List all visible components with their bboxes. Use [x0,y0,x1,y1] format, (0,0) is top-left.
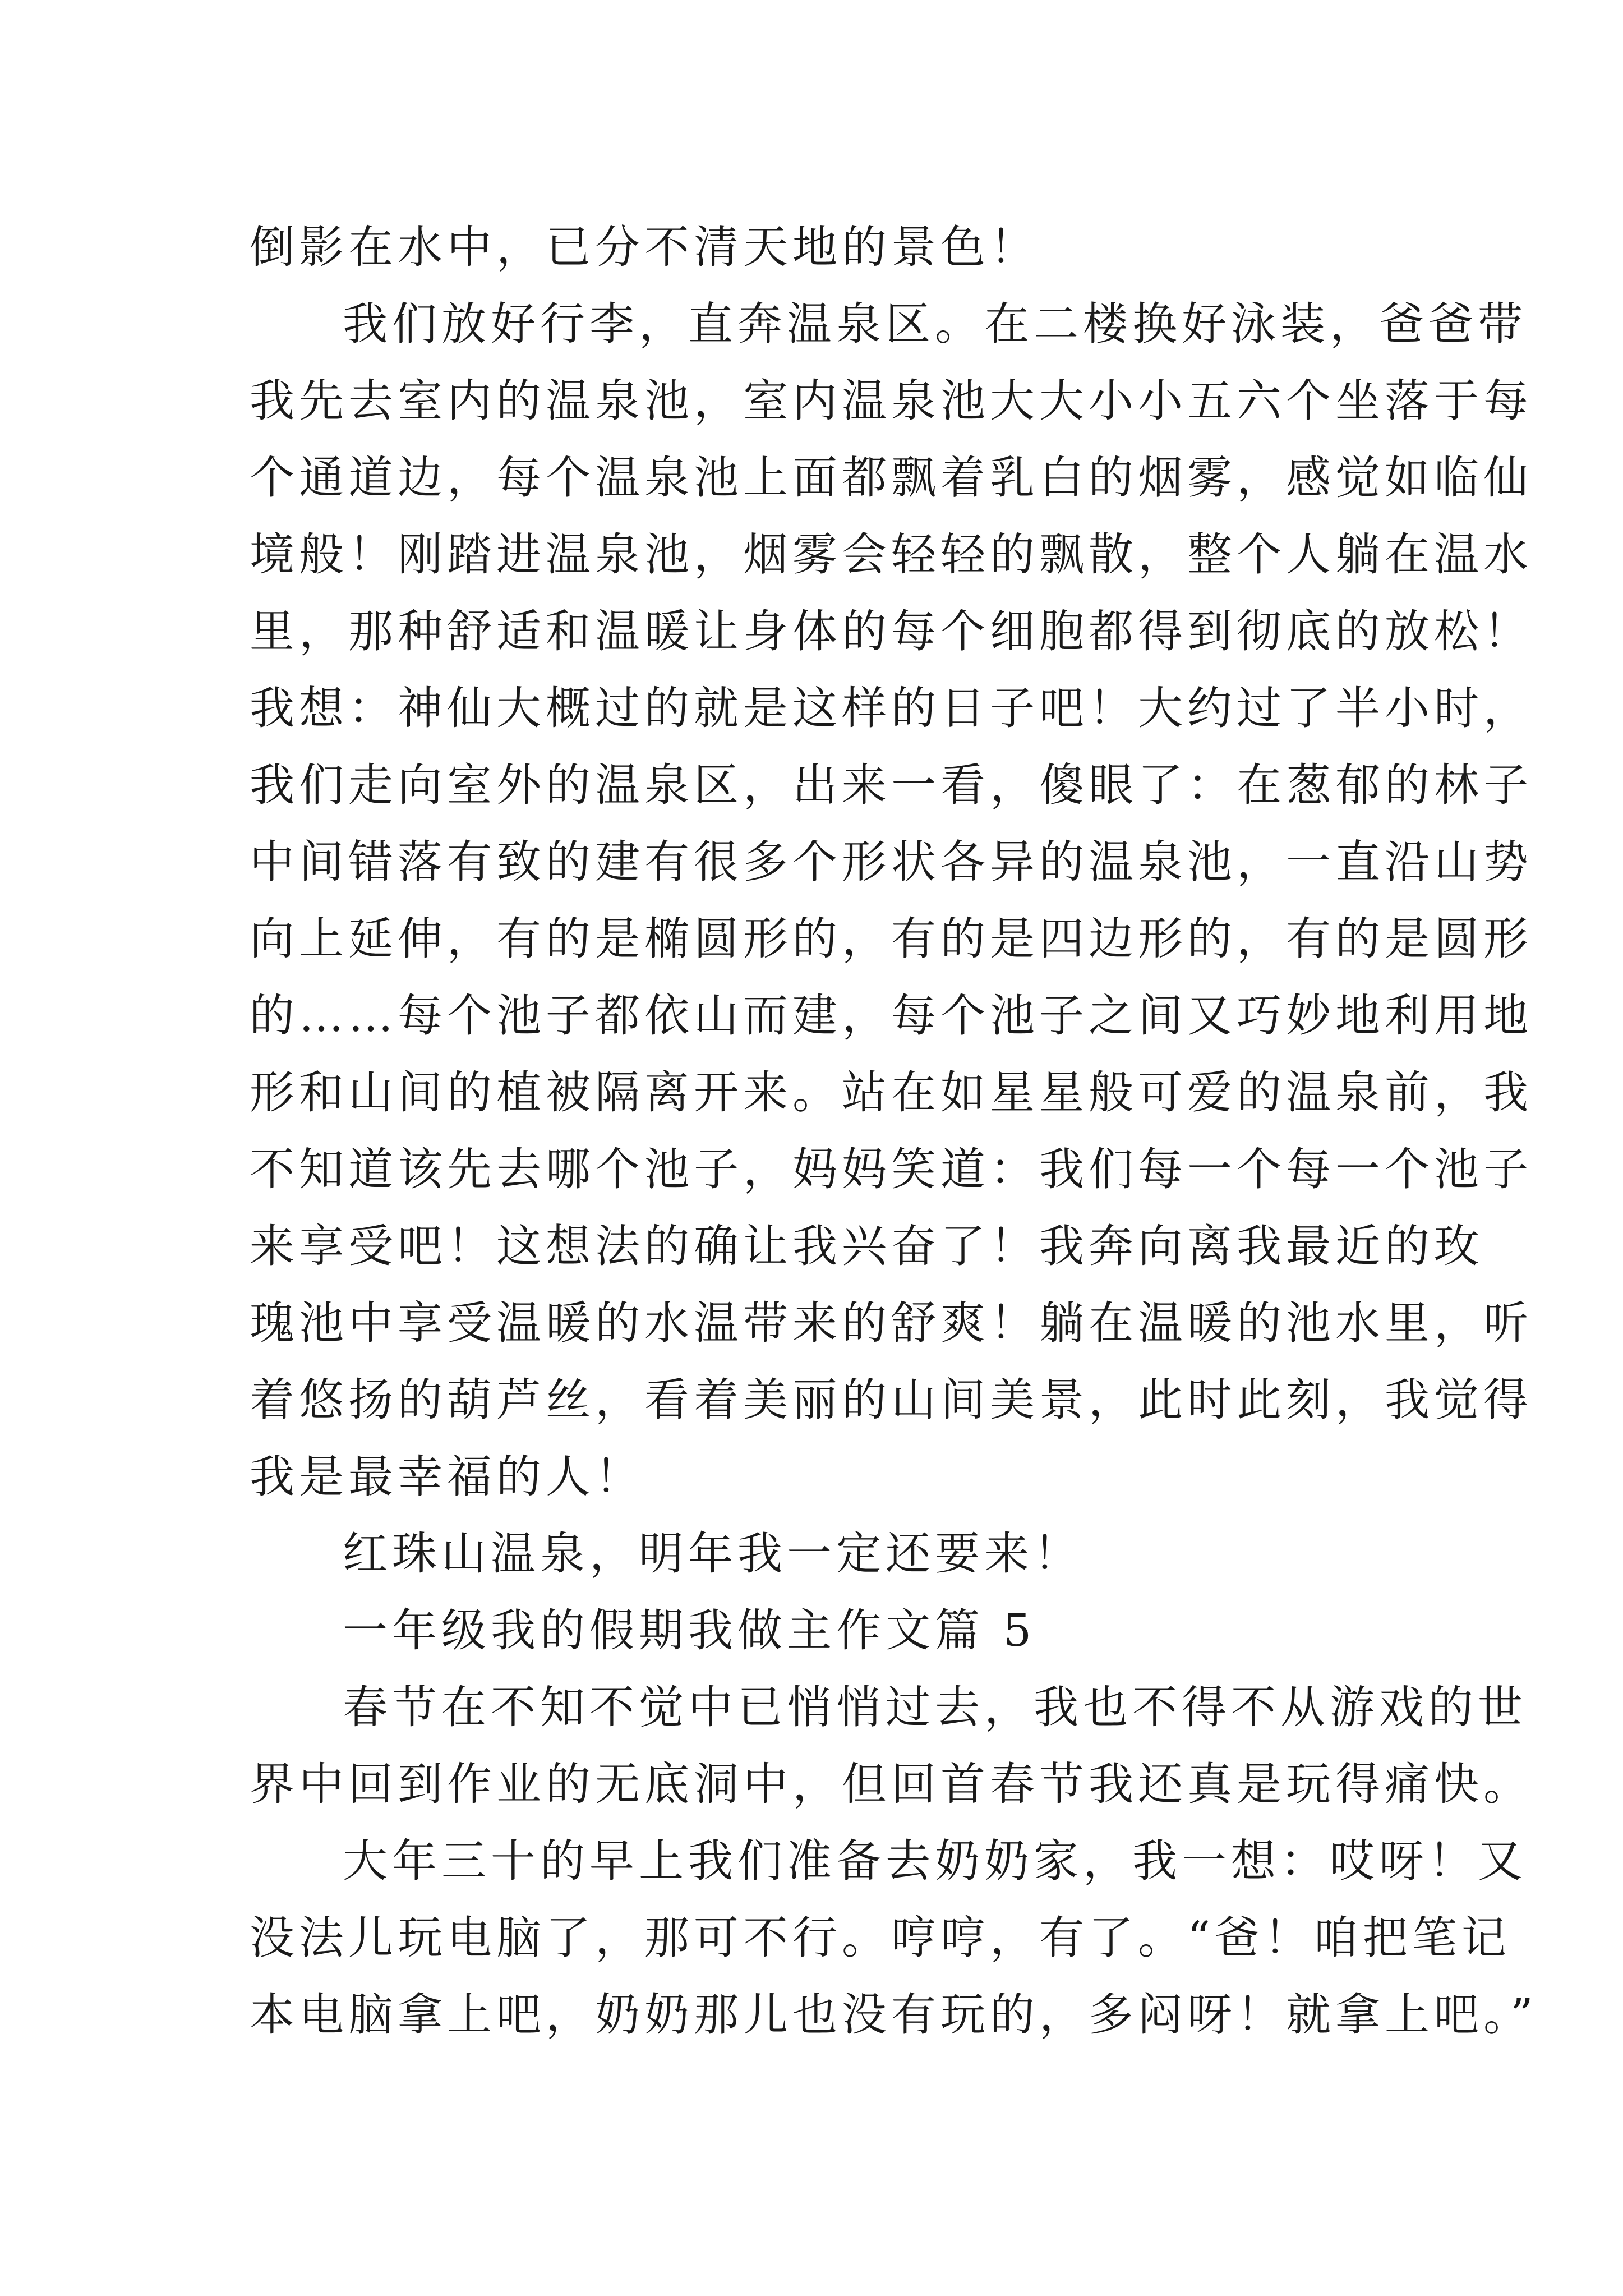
text-line: 红珠山温泉，明年我一定还要来！ [343,1527,1083,1580]
text-line: 境般！刚踏进温泉池，烟雾会轻轻的飘散，整个人躺在温水 [250,528,1533,581]
text-line: 没法儿玩电脑了，那可不行。哼哼，有了。“爸！咱把笔记 [250,1912,1511,1964]
text-line: 中间错落有致的建有很多个形状各异的温泉池，一直沿山势 [250,836,1533,888]
text-line: 大年三十的早上我们准备去奶奶家，我一想：哎呀！又 [343,1835,1527,1887]
text-line: 我先去室内的温泉池，室内温泉池大大小小五六个坐落于每 [250,375,1533,427]
text-line: 我们放好行李，直奔温泉区。在二楼换好泳装，爸爸带 [343,298,1527,350]
text-line: 本电脑拿上吧，奶奶那儿也没有玩的，多闷呀！就拿上吧。” [250,1989,1538,2041]
text-line: 一年级我的假期我做主作文篇 5 [343,1604,1036,1657]
text-line: 倒影在水中，已分不清天地的景色！ [250,221,1039,273]
text-line: 我是最幸福的人！ [250,1451,644,1503]
text-line: 个通道边，每个温泉池上面都飘着乳白的烟雾，感觉如临仙 [250,452,1533,504]
text-line: 我们走向室外的温泉区，出来一看，傻眼了：在葱郁的林子 [250,759,1533,811]
text-line: 的……每个池子都依山而建，每个池子之间又巧妙地利用地 [250,990,1533,1042]
text-line: 春节在不知不觉中已悄悄过去，我也不得不从游戏的世 [343,1681,1527,1733]
document-body [250,209,1538,2053]
text-line: 来享受吧！这想法的确让我兴奋了！我奔向离我最近的玫 [250,1220,1483,1272]
text-line: 形和山间的植被隔离开来。站在如星星般可爱的温泉前，我 [250,1066,1533,1119]
text-line: 不知道该先去哪个池子，妈妈笑道：我们每一个每一个池子 [250,1143,1533,1195]
text-line: 瑰池中享受温暖的水温带来的舒爽！躺在温暖的池水里，听 [250,1297,1533,1349]
text-line: 界中回到作业的无底洞中，但回首春节我还真是玩得痛快。 [250,1758,1533,1810]
text-line: 里，那种舒适和温暖让身体的每个细胞都得到彻底的放松！ [250,605,1533,657]
text-line: 我想：神仙大概过的就是这样的日子吧！大约过了半小时， [250,682,1533,734]
text-line: 着悠扬的葫芦丝，看着美丽的山间美景，此时此刻，我觉得 [250,1374,1533,1426]
text-line: 向上延伸，有的是椭圆形的，有的是四边形的，有的是圆形 [250,913,1533,965]
